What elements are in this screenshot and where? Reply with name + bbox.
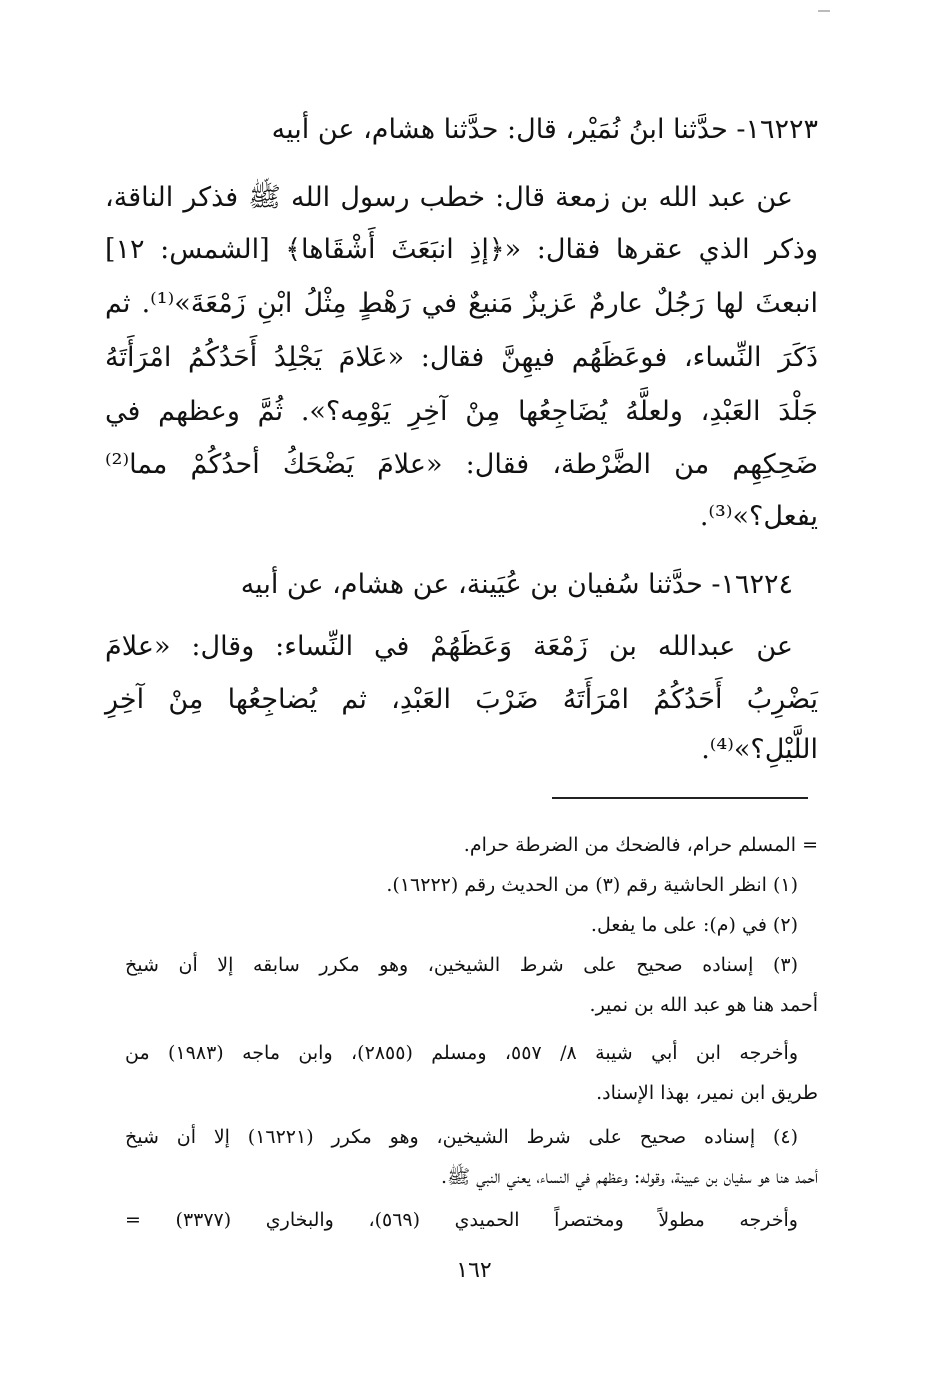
footnote-line: وأخرجه ابن أبي شيبة ٨/ ٥٥٧، ومسلم (٢٨٥٥)، وابن ماجه (١٩٨٣) من bbox=[125, 1042, 798, 1064]
footnote-line: أحمد هنا هو عبد الله بن نمير. bbox=[589, 994, 818, 1016]
scan-mark bbox=[818, 10, 830, 12]
hadith-text-line: ضَحِكِهِم من الضَّرْطة، فقال: «علامَ يَضْحَكُ أحدُكُمْ مما⁽²⁾ bbox=[105, 449, 818, 480]
page-number: ١٦٢ bbox=[456, 1258, 492, 1283]
hadith-text-line: يفعل؟»⁽³⁾. bbox=[699, 501, 818, 532]
footnote-line: (٤) إسناده صحيح على شرط الشيخين، وهو مكرر (١٦٢٢١) إلا أن شيخ bbox=[125, 1126, 799, 1148]
footnote-line: وأخرجه مطولاً ومختصراً الحميدي (٥٦٩)، والبخاري (٣٣٧٧) = bbox=[125, 1209, 798, 1231]
hadith-text-line: وذكر الذي عقرها فقال: «﴿إذِ انبَعَثَ أَشْقَاها﴾ [الشمس: ١٢] bbox=[105, 234, 818, 265]
footnote-line: (٣) إسناده صحيح على شرط الشيخين، وهو مكرر سابقه إلا أن شيخ bbox=[125, 954, 798, 976]
hadith-text-line: ذَكَرَ النِّساء، فوعَظَهُم فيهِنَّ فقال: «عَلامَ يَجْلِدُ أَحَدُكُمُ امْرَأَتَهُ bbox=[105, 342, 818, 373]
hadith-text-line: يَضْرِبُ أَحَدُكُمُ امْرَأَتَهُ ضَرْبَ العَبْدِ، ثم يُضاجِعُها مِنْ آخِرِ bbox=[105, 684, 818, 715]
hadith-text-line: عن عبدالله بن زَمْعَة وَعَظَهُمْ في النِّساء: وقال: «علامَ bbox=[105, 631, 793, 662]
footnote-line: (٢) في (م): على ما يفعل. bbox=[590, 914, 798, 936]
footnote-line: طريق ابن نمير، بهذا الإسناد. bbox=[596, 1082, 818, 1104]
footnote-line: أحمد هنا هو سفيان بن عيينة، وقوله: وعظهم في النساء، يعني النبي ﷺ. bbox=[441, 1166, 818, 1188]
hadith-text-line: انبعثَ لها رَجُلٌ عارمٌ عَزيزٌ مَنيعٌ في رَهْطٍ مِثْلُ ابْنِ زَمْعَةَ»⁽¹⁾. ثم bbox=[105, 288, 819, 319]
hadith-chain-16224: ١٦٢٢٤- حدَّثنا سُفيان بن عُيَينة، عن هشام، عن أبيه bbox=[240, 569, 793, 600]
hadith-chain-16223: ١٦٢٢٣- حدَّثنا ابنُ نُمَيْر، قال: حدَّثنا هشام، عن أبيه bbox=[271, 114, 818, 145]
hadith-text-line: جَلْدَ العَبْدِ، ولعلَّهُ يُضَاجِعُها مِنْ آخِرِ يَوْمِه؟». ثُمَّ وعظهم في bbox=[105, 396, 818, 427]
hadith-text-line: عن عبد الله بن زمعة قال: خطب رسول الله ﷺ فذكر الناقة، bbox=[105, 182, 793, 213]
hadith-text-line: اللَّيْلِ؟»⁽⁴⁾. bbox=[701, 734, 818, 765]
footnote-line: = المسلم حرام، فالضحك من الضرطة حرام. bbox=[463, 834, 818, 856]
footnote-line: (١) انظر الحاشية رقم (٣) من الحديث رقم (١٦٢٢٢). bbox=[386, 874, 798, 896]
footnote-separator bbox=[552, 797, 808, 799]
